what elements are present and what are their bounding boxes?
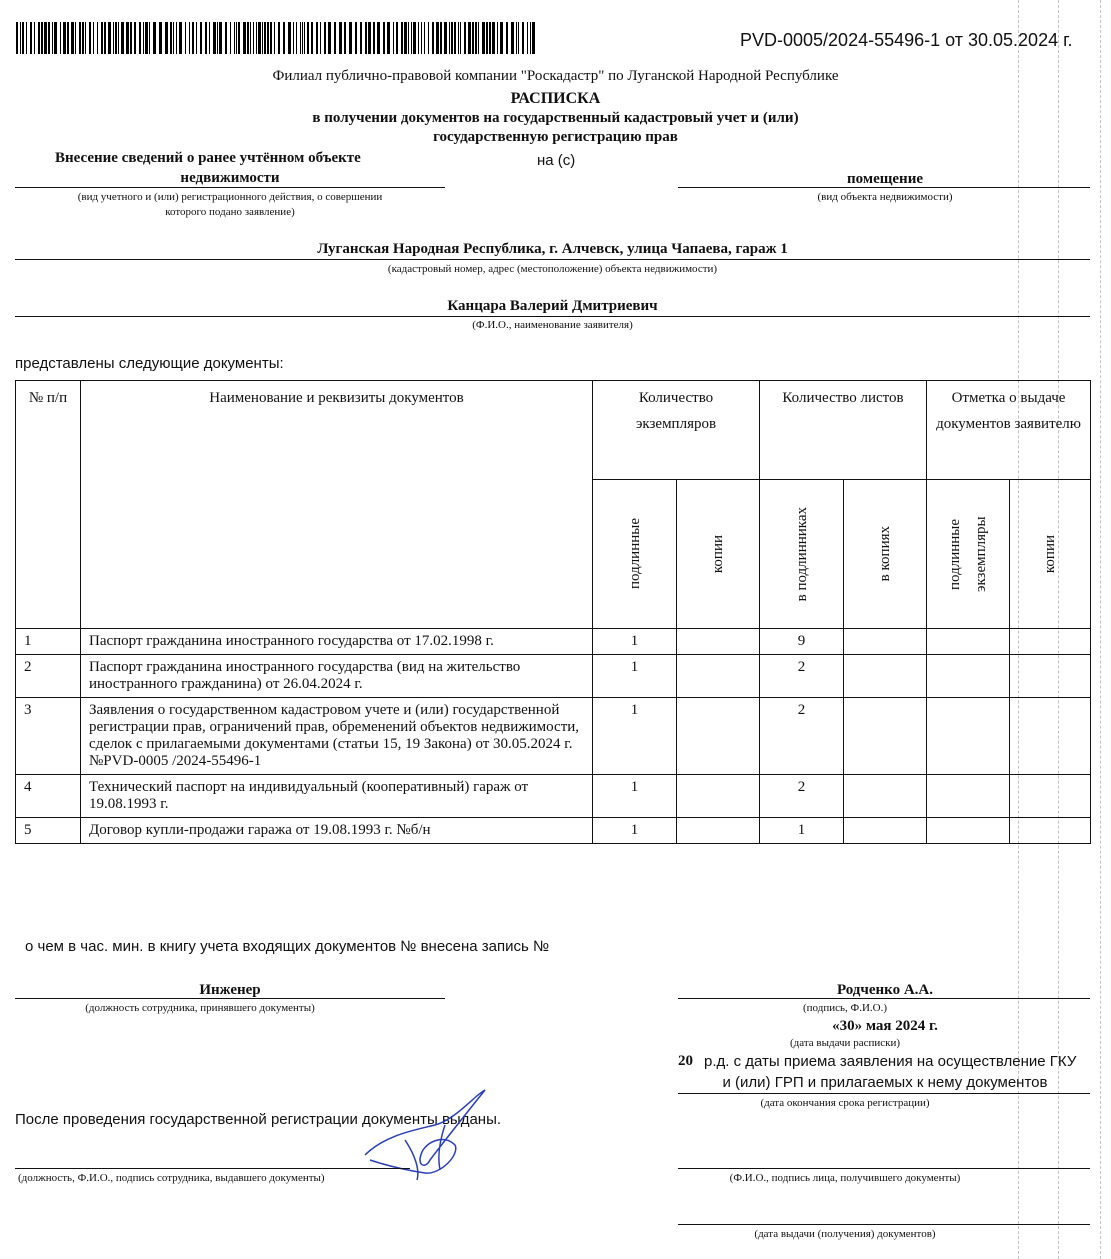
record-line: о чем в час. мин. в книгу учета входящих документов № внесена запись № xyxy=(25,938,550,955)
barcode-bar xyxy=(205,22,207,54)
barcode-bar xyxy=(30,22,32,54)
barcode-bar xyxy=(411,22,412,54)
barcode-bar xyxy=(115,22,117,54)
barcode-bar xyxy=(408,22,409,54)
barcode-bar xyxy=(506,22,508,54)
barcode-bar xyxy=(516,22,517,54)
row-num: 1 xyxy=(16,629,81,655)
barcode-bar xyxy=(283,22,285,54)
employee-name-caption: (подпись, Ф.И.О.) xyxy=(803,1002,887,1014)
barcode-bar xyxy=(334,22,336,54)
barcode-bar xyxy=(454,22,456,54)
action-type-caption-2: которого подано заявление) xyxy=(165,206,295,218)
registration-number: PVD-0005/2024-55496-1 от 30.05.2024 г. xyxy=(740,30,1073,50)
barcode-bar xyxy=(383,22,385,54)
barcode-bar xyxy=(217,22,218,54)
barcode-bar xyxy=(293,22,294,54)
barcode-bar xyxy=(101,22,103,54)
row-doc-name: Паспорт гражданина иностранного государства от 17.02.1998 г. xyxy=(81,629,593,655)
barcode-bar xyxy=(360,22,362,54)
barcode-bar xyxy=(373,22,375,54)
barcode-bar xyxy=(196,22,197,54)
barcode-bar xyxy=(179,22,182,54)
row-copies xyxy=(677,818,760,844)
term-text-2: и (или) ГРП и прилагаемых к нему документов xyxy=(722,1074,1048,1091)
barcode-bar xyxy=(365,22,367,54)
header-sheets-count: Количество листов xyxy=(760,381,927,480)
table-row xyxy=(16,655,1091,698)
row-copies xyxy=(677,698,760,775)
table-row xyxy=(16,775,1091,818)
header-doc-name: Наименование и реквизиты документов xyxy=(81,381,593,629)
barcode-bar xyxy=(134,22,136,54)
row-copies xyxy=(677,629,760,655)
barcode-bar xyxy=(264,22,266,54)
object-type-value: помещение xyxy=(847,171,923,187)
table-row xyxy=(16,698,1091,775)
barcode-bar xyxy=(428,22,429,54)
barcode-bar xyxy=(444,22,447,54)
barcode-bar xyxy=(149,22,150,54)
barcode-bar xyxy=(328,22,331,54)
barcode-bar xyxy=(63,22,66,54)
row-sheets-originals: 2 xyxy=(760,698,844,775)
receipt-date-caption: (дата выдачи расписки) xyxy=(789,1037,901,1049)
barcode-bar xyxy=(89,22,91,54)
employee-name-underline xyxy=(678,998,1090,999)
barcode-bar xyxy=(349,22,352,54)
barcode-bar xyxy=(393,22,394,54)
organization-name: Филиал публично-правовой компании "Роскадастр" по Луганской Народной Республике xyxy=(272,68,839,84)
action-type-underline xyxy=(15,187,445,188)
barcode-bar xyxy=(432,22,434,54)
header-copies-count: Количество экземпляров xyxy=(593,381,760,480)
barcode-bar xyxy=(22,22,24,54)
row-originals: 1 xyxy=(593,629,677,655)
barcode-bar xyxy=(489,22,491,54)
barcode-bar xyxy=(230,22,231,54)
barcode-bar xyxy=(173,22,174,54)
barcode-bar xyxy=(396,22,398,54)
barcode-bar xyxy=(324,22,326,54)
barcode-bar xyxy=(176,22,177,54)
barcode-bar xyxy=(82,22,84,54)
barcode-bar xyxy=(209,22,210,54)
row-sheets-copies xyxy=(844,775,927,818)
row-originals: 1 xyxy=(593,775,677,818)
barcode-bar xyxy=(250,22,251,54)
barcode-bar xyxy=(401,22,403,54)
subheader-originals-label: подлинные xyxy=(626,518,643,590)
barcode-bar xyxy=(368,22,371,54)
employee-name: Родченко А.А. xyxy=(836,982,934,998)
barcode-bar xyxy=(522,22,524,54)
barcode-bar xyxy=(404,22,407,54)
barcode-bar xyxy=(234,22,235,54)
barcode-bar xyxy=(238,22,240,54)
barcode-bar xyxy=(97,22,98,54)
applicant-caption: (Ф.И.О., наименование заявителя) xyxy=(472,319,633,331)
barcode-bar xyxy=(468,22,471,54)
term-text: р.д. с даты приема заявления на осуществление ГКУ xyxy=(704,1053,1077,1070)
barcode-bar xyxy=(270,22,272,54)
row-sheets-originals: 1 xyxy=(760,818,844,844)
row-issued-copies xyxy=(1010,629,1091,655)
barcode-bar xyxy=(54,22,57,54)
header-issue-mark: Отметка о выдаче документов заявителю xyxy=(927,381,1091,480)
barcode-bar xyxy=(436,22,439,54)
barcode-bar xyxy=(165,22,168,54)
barcode-bar xyxy=(300,22,301,54)
barcode-bar xyxy=(225,22,227,54)
row-sheets-originals: 9 xyxy=(760,629,844,655)
barcode-bar xyxy=(518,22,519,54)
row-num: 2 xyxy=(16,655,81,698)
barcode-bar xyxy=(118,22,119,54)
barcode-bar xyxy=(316,22,318,54)
barcode-bar xyxy=(451,22,453,54)
signature xyxy=(345,1085,500,1185)
barcode-bar xyxy=(497,22,498,54)
receipt-date: «30» мая 2024 г. xyxy=(832,1018,938,1034)
row-sheets-copies xyxy=(844,655,927,698)
subheader-issued-originals xyxy=(927,480,1010,629)
barcode-bar xyxy=(236,22,237,54)
barcode-bar xyxy=(48,22,50,54)
row-sheets-copies xyxy=(844,818,927,844)
barcode-bar xyxy=(243,22,246,54)
barcode-bar xyxy=(344,22,346,54)
row-sheets-copies xyxy=(844,698,927,775)
barcode-bar xyxy=(267,22,269,54)
barcode-bar xyxy=(278,22,280,54)
subheader-copies-label: копии xyxy=(710,534,726,574)
barcode-bar xyxy=(213,22,216,54)
row-issued-copies xyxy=(1010,818,1091,844)
row-sheets-copies xyxy=(844,629,927,655)
barcode-bar xyxy=(44,22,47,54)
barcode-bar xyxy=(71,22,74,54)
action-type-value: Внесение сведений о ранее учтённом объекте xyxy=(55,150,361,166)
receiver-underline xyxy=(678,1168,1090,1169)
row-issued-originals xyxy=(927,629,1010,655)
barcode-bar xyxy=(339,22,342,54)
barcode xyxy=(16,22,536,54)
barcode-bar xyxy=(200,22,202,54)
barcode-bar xyxy=(449,22,450,54)
barcode-bar xyxy=(387,22,390,54)
row-issued-copies xyxy=(1010,775,1091,818)
barcode-bar xyxy=(307,22,309,54)
barcode-bar xyxy=(530,22,531,54)
subheader-issued-copies xyxy=(1010,480,1091,629)
document-subtitle-2: государственную регистрацию прав xyxy=(433,129,678,145)
row-originals: 1 xyxy=(593,655,677,698)
subheader-sheets-copies xyxy=(844,480,927,629)
term-days: 20 xyxy=(678,1053,693,1069)
employee-position-underline xyxy=(15,998,445,999)
barcode-bar xyxy=(320,22,321,54)
barcode-bar xyxy=(253,22,254,54)
barcode-bar xyxy=(16,22,18,54)
row-issued-copies xyxy=(1010,655,1091,698)
row-num: 4 xyxy=(16,775,81,818)
barcode-bar xyxy=(143,22,144,54)
address-caption: (кадастровый номер, адрес (местоположение) объекта недвижимости) xyxy=(387,263,718,275)
barcode-bar xyxy=(440,22,442,54)
action-type-caption: (вид учетного и (или) регистрационного действия, о совершении xyxy=(77,191,383,203)
subheader-sheets-originals xyxy=(760,480,844,629)
row-num: 5 xyxy=(16,818,81,844)
subheader-issued-originals-label: подлинные экземпляры xyxy=(947,516,990,592)
header-num: № п/п xyxy=(16,381,81,629)
barcode-bar xyxy=(492,22,495,54)
row-issued-originals xyxy=(927,698,1010,775)
row-num: 3 xyxy=(16,698,81,775)
applicant-underline xyxy=(15,316,1090,317)
subheader-sheets-originals-label: в подлинниках xyxy=(793,506,810,602)
table-row xyxy=(16,629,1091,655)
employee-position: Инженер xyxy=(199,982,261,998)
barcode-bar xyxy=(38,22,40,54)
barcode-bar xyxy=(79,22,81,54)
barcode-bar xyxy=(424,22,425,54)
barcode-bar xyxy=(464,22,466,54)
barcode-bar xyxy=(189,22,190,54)
subheader-sheets-copies-label: в копиях xyxy=(877,526,894,582)
barcode-bar xyxy=(104,22,106,54)
subheader-originals xyxy=(593,480,677,629)
subheader-issued-copies-label: копии xyxy=(1042,534,1059,574)
barcode-bar xyxy=(26,22,27,54)
documents-table xyxy=(15,380,1091,844)
barcode-bar xyxy=(500,22,503,54)
barcode-bar xyxy=(475,22,477,54)
table-header-row xyxy=(16,381,1091,480)
barcode-bar xyxy=(421,22,422,54)
object-type-underline xyxy=(678,187,1090,188)
barcode-bar xyxy=(418,22,419,54)
row-issued-originals xyxy=(927,655,1010,698)
barcode-bar xyxy=(258,22,261,54)
applicant-name: Канцара Валерий Дмитриевич xyxy=(447,298,658,314)
object-address: Луганская Народная Республика, г. Алчевск, улица Чапаева, гараж 1 xyxy=(317,241,788,257)
barcode-bar xyxy=(85,22,86,54)
row-doc-name: Технический паспорт на индивидуальный (кооперативный) гараж от 19.08.1993 г. xyxy=(81,775,593,818)
barcode-bar xyxy=(486,22,488,54)
barcode-bar xyxy=(472,22,474,54)
issuer-caption: (должность, Ф.И.О., подпись сотрудника, выдавшего документы) xyxy=(18,1172,325,1184)
barcode-bar xyxy=(20,22,21,54)
barcode-bar xyxy=(274,22,275,54)
connector-text: на (с) xyxy=(537,152,576,169)
subheader-copies xyxy=(677,480,760,629)
row-doc-name: Договор купли-продажи гаража от 19.08.1993 г. №б/н xyxy=(81,818,593,844)
row-originals: 1 xyxy=(593,818,677,844)
term-underline xyxy=(678,1093,1090,1094)
barcode-bar xyxy=(377,22,380,54)
barcode-bar xyxy=(311,22,313,54)
barcode-bar xyxy=(458,22,459,54)
receive-date-underline xyxy=(678,1224,1090,1225)
barcode-bar xyxy=(139,22,141,54)
barcode-bar xyxy=(41,22,43,54)
term-caption: (дата окончания срока регистрации) xyxy=(760,1097,930,1109)
barcode-bar xyxy=(527,22,528,54)
barcode-bar xyxy=(34,22,35,54)
address-underline xyxy=(15,259,1090,260)
barcode-bar xyxy=(296,22,297,54)
barcode-bar xyxy=(511,22,514,54)
row-copies xyxy=(677,775,760,818)
barcode-bar xyxy=(302,22,303,54)
barcode-bar xyxy=(482,22,485,54)
barcode-bar xyxy=(121,22,124,54)
after-registration-text: После проведения государственной регистрации документы выданы. xyxy=(15,1111,502,1128)
object-type-caption: (вид объекта недвижимости) xyxy=(817,191,953,203)
action-type-value-2: недвижимости xyxy=(180,170,280,186)
row-issued-originals xyxy=(927,775,1010,818)
barcode-bar xyxy=(304,22,305,54)
barcode-bar xyxy=(460,22,461,54)
barcode-bar xyxy=(67,22,69,54)
barcode-bar xyxy=(52,22,53,54)
row-sheets-originals: 2 xyxy=(760,655,844,698)
row-doc-name: Заявления о государственном кадастровом учете и (или) государственной регистрации прав, ограничений прав, обременений объектов недвижимости, сделок с прилагаемыми документами (статьи 15, 19 Закона) от 30.05.2024 г. №PVD-0005 /2024-55496-1 xyxy=(81,698,593,775)
barcode-bar xyxy=(108,22,111,54)
barcode-bar xyxy=(113,22,114,54)
scan-artifact-line xyxy=(1100,0,1101,1259)
receive-date-caption: (дата выдачи (получения) документов) xyxy=(754,1228,936,1240)
barcode-bar xyxy=(413,22,416,54)
receiver-caption: (Ф.И.О., подпись лица, получившего документы) xyxy=(729,1172,961,1184)
barcode-bar xyxy=(170,22,172,54)
barcode-bar xyxy=(478,22,479,54)
barcode-bar xyxy=(75,22,76,54)
row-issued-copies xyxy=(1010,698,1091,775)
barcode-bar xyxy=(153,22,156,54)
document-title: РАСПИСКА xyxy=(510,90,601,107)
barcode-bar xyxy=(532,22,535,54)
barcode-bar xyxy=(130,22,132,54)
document-subtitle: в получении документов на государственный кадастровый учет и (или) xyxy=(312,110,799,126)
barcode-bar xyxy=(219,22,222,54)
barcode-bar xyxy=(256,22,257,54)
employee-position-caption: (должность сотрудника, принявшего документы) xyxy=(85,1002,315,1014)
barcode-bar xyxy=(93,22,94,54)
barcode-bar xyxy=(288,22,291,54)
barcode-bar xyxy=(247,22,249,54)
row-doc-name: Паспорт гражданина иностранного государства (вид на жительство иностранного гражданина) от 26.04.2024 г. xyxy=(81,655,593,698)
barcode-bar xyxy=(192,22,194,54)
barcode-bar xyxy=(145,22,148,54)
row-originals: 1 xyxy=(593,698,677,775)
barcode-bar xyxy=(126,22,129,54)
row-issued-originals xyxy=(927,818,1010,844)
barcode-bar xyxy=(262,22,263,54)
row-sheets-originals: 2 xyxy=(760,775,844,818)
issuer-underline xyxy=(15,1168,410,1169)
row-copies xyxy=(677,655,760,698)
barcode-bar xyxy=(60,22,61,54)
barcode-bar xyxy=(185,22,186,54)
barcode-bar xyxy=(355,22,357,54)
table-row xyxy=(16,818,1091,844)
barcode-bar xyxy=(159,22,162,54)
documents-intro: представлены следующие документы: xyxy=(15,355,284,372)
